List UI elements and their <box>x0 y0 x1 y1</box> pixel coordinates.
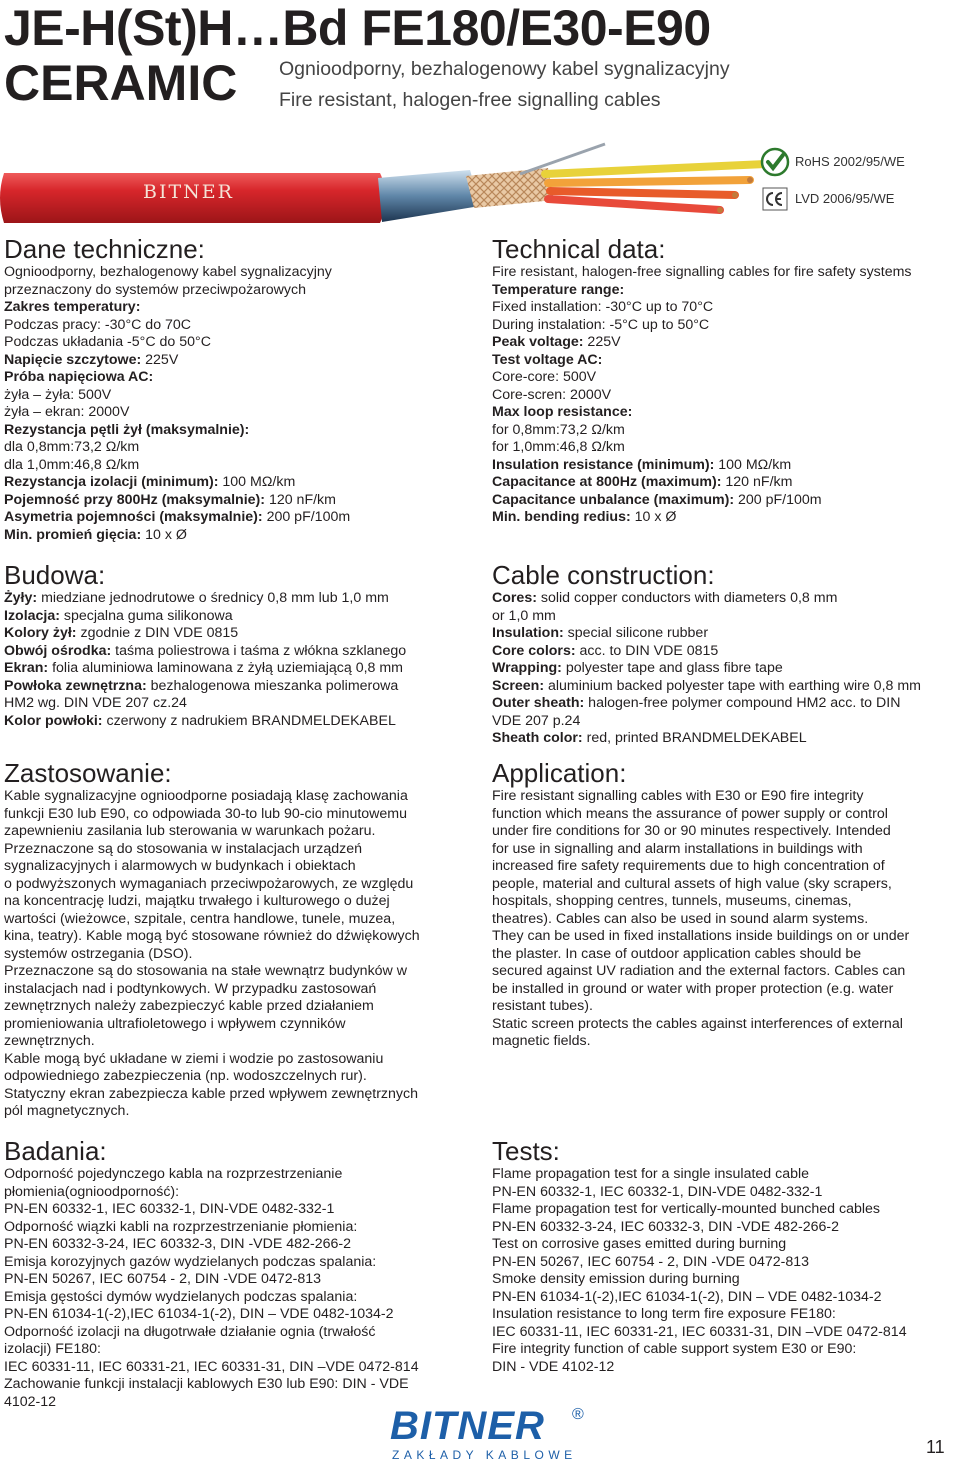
text-line: the plaster. In case of outdoor application cables should be <box>492 945 862 962</box>
text-line: wartości (wieżowce, szpitale, centra handlowe, tunele, muzea, <box>4 910 396 927</box>
spec-line <box>4 713 474 731</box>
spec-label: Min. promień gięcia: <box>4 526 142 543</box>
spec-label: Insulation: <box>492 625 564 641</box>
paragraph-lines <box>492 1166 958 1376</box>
text-line: resistant tubes). <box>492 998 593 1014</box>
bitner-logo <box>380 1403 600 1461</box>
text-line: zewnętrznych. <box>4 1033 95 1049</box>
cable-illustration <box>0 140 770 240</box>
spec-line <box>492 492 958 510</box>
spec-line <box>492 590 958 608</box>
spec-label: Rezystancja izolacji (minimum): <box>4 474 219 490</box>
spec-line <box>492 713 958 731</box>
section-heading: Dane techniczne: <box>4 234 205 264</box>
spec-value: aluminium backed polyester tape with earthing wire 0,8 mm <box>544 677 921 694</box>
text-line: Fire integrity function of cable support system E30 or E90: <box>492 1341 857 1357</box>
spec-line <box>492 369 958 387</box>
text-line: Emisja gęstości dymów wydzielanych podczas spalania: <box>4 1288 358 1305</box>
spec-value: 225V <box>583 334 621 350</box>
spec-value: 10 x Ø <box>141 526 187 543</box>
spec-label: Napięcie szczytowe: <box>4 351 142 368</box>
spec-line <box>492 334 958 352</box>
spec-line <box>4 457 474 475</box>
spec-value: During instalation: -5°C up to 50°C <box>492 316 710 333</box>
section-heading: Cable construction: <box>492 560 715 590</box>
application-en <box>492 758 958 1051</box>
spec-label: Insulation resistance (minimum): <box>492 456 715 473</box>
text-line: PN-EN 60332-1, IEC 60332-1, DIN-VDE 0482-332-1 <box>4 1201 335 1217</box>
spec-line <box>4 660 474 678</box>
spec-value: Podczas układania -5°C do 50°C <box>4 334 211 350</box>
spec-value: przeznaczony do systemów przeciwpożarowych <box>4 281 307 298</box>
core-3 <box>550 191 735 195</box>
text-line: theatres). Cables can also be used in sound alarm systems. <box>492 910 869 927</box>
text-line: DIN - VDE 4102-12 <box>492 1358 615 1375</box>
spec-label: Izolacja: <box>4 607 60 624</box>
text-line: Insulation resistance to long term fire exposure FE180: <box>492 1306 836 1322</box>
spec-list <box>4 590 474 730</box>
text-line: hospitals, shopping centres, tunnels, museums, cinemas, <box>492 893 852 909</box>
spec-value: bezhalogenowa mieszanka polimerowa <box>146 677 399 694</box>
section-heading: Badania: <box>4 1136 107 1166</box>
spec-value: 225V <box>141 351 179 368</box>
lvd-certification: LVD 2006/95/WE <box>795 191 895 206</box>
spec-value: solid copper conductors with diameters 0,8 mm <box>536 590 838 606</box>
spec-line <box>4 387 474 405</box>
spec-label: Capacitance unbalance (maximum): <box>492 491 735 508</box>
spec-value: 200 pF/100m <box>734 491 822 508</box>
text-line: Odporność pojedynczego kabla na rozprzestrzenianie <box>4 1166 343 1182</box>
spec-value: special silicone rubber <box>563 625 709 641</box>
text-line: IEC 60331-11, IEC 60331-21, IEC 60331-31, DIN –VDE 0472-814 <box>4 1358 419 1375</box>
tests-pl <box>4 1136 474 1411</box>
spec-value: Fire resistant, halogen-free signalling cables for fire safety systems <box>492 264 912 280</box>
text-line: Test on corrosive gases emitted during burning <box>492 1236 787 1252</box>
spec-value: Core-core: 500V <box>492 369 597 385</box>
logo-tagline: ZAKŁADY KABLOWE <box>392 1448 577 1461</box>
spec-line <box>4 334 474 352</box>
spec-label: Ekran: <box>4 660 49 676</box>
spec-line <box>492 509 958 527</box>
spec-line <box>4 625 474 643</box>
spec-line <box>4 299 474 317</box>
spec-label: Powłoka zewnętrzna: <box>4 677 147 694</box>
spec-label: Zakres temperatury: <box>4 299 141 315</box>
text-line: PN-EN 60332-3-24, IEC 60332-3, DIN -VDE 482-266-2 <box>492 1218 839 1235</box>
text-line: Flame propagation test for vertically-mounted bunched cables <box>492 1201 881 1217</box>
technical-data-en <box>492 234 958 527</box>
spec-line <box>492 474 958 492</box>
spec-value: specjalna guma silikonowa <box>59 607 233 624</box>
spec-value: taśma poliestrowa i taśma z włókna szklanego <box>111 642 407 659</box>
text-line: magnetic fields. <box>492 1033 591 1049</box>
spec-value: 100 MΩ/km <box>714 456 792 473</box>
text-line: function which means the assurance of power supply or control <box>492 805 888 822</box>
spec-value: folia aluminiowa laminowana z żyłą uziemiającą 0,8 mm <box>48 660 403 676</box>
section-heading: Application: <box>492 758 627 788</box>
spec-value: czerwony z nadrukiem BRANDMELDEKABEL <box>102 712 396 729</box>
spec-line <box>4 643 474 661</box>
logo-registered-mark: ® <box>572 1406 584 1423</box>
spec-line <box>4 509 474 527</box>
spec-label: Peak voltage: <box>492 334 584 350</box>
spec-line <box>4 352 474 370</box>
spec-label: Cores: <box>492 590 537 606</box>
spec-value: VDE 207 p.24 <box>492 712 581 729</box>
page-number: 11 <box>926 1437 945 1457</box>
section-heading: Tests: <box>492 1136 560 1166</box>
spec-label: Pojemność przy 800Hz (maksymalnie): <box>4 491 265 508</box>
text-line: pól magnetycznych. <box>4 1103 130 1119</box>
text-line: na koncentrację ludzi, majątku trwałego i kulturowego o dużej <box>4 893 390 909</box>
text-line: under fire conditions for 30 or 90 minutes respectively. Intended <box>492 823 891 839</box>
cable-brand-print: BITNER <box>143 181 234 203</box>
spec-line <box>4 527 474 545</box>
spec-value: zgodnie z DIN VDE 0815 <box>76 625 239 641</box>
spec-label: Capacitance at 800Hz (maximum): <box>492 474 722 490</box>
rohs-check-icon <box>760 147 790 179</box>
text-line: Kable mogą być układane w ziemi i wodzie po zastosowaniu <box>4 1050 384 1067</box>
spec-line <box>492 730 958 748</box>
paragraph-lines <box>4 1166 474 1411</box>
text-line: zapewnieniu zasilania lub sterowania w warunkach pożaru. <box>4 823 376 839</box>
spec-line <box>492 282 958 300</box>
spec-line <box>4 590 474 608</box>
spec-value: żyła – ekran: 2000V <box>4 404 130 420</box>
paragraph-lines <box>492 788 958 1051</box>
spec-label: Test voltage AC: <box>492 351 603 368</box>
core-1 <box>545 164 765 174</box>
spec-line <box>4 369 474 387</box>
spec-value: Ognioodporny, bezhalogenowy kabel sygnalizacyjny <box>4 264 332 280</box>
application-pl <box>4 758 474 1121</box>
text-line: płomienia(ognioodporność): <box>4 1183 180 1200</box>
spec-line <box>4 317 474 335</box>
text-line: Static screen protects the cables against interferences of external <box>492 1015 903 1032</box>
text-line: for use in signalling and alarm installations in buildings with <box>492 840 863 857</box>
core-4 <box>548 199 720 210</box>
section-heading: Technical data: <box>492 234 666 264</box>
text-line: PN-EN 50267, IEC 60754 - 2, DIN -VDE 0472-813 <box>4 1271 322 1287</box>
spec-line <box>4 492 474 510</box>
spec-label: Asymetria pojemności (maksymalnie): <box>4 509 263 525</box>
spec-line <box>492 299 958 317</box>
text-line: PN-EN 60332-1, IEC 60332-1, DIN-VDE 0482-332-1 <box>492 1183 823 1200</box>
spec-label: Wrapping: <box>492 660 562 676</box>
spec-label: Min. bending redius: <box>492 509 631 525</box>
spec-line <box>4 264 474 282</box>
core-2 <box>548 180 750 183</box>
section-heading: Zastosowanie: <box>4 758 172 788</box>
spec-line <box>4 422 474 440</box>
construction-en <box>492 560 958 748</box>
spec-label: Żyły: <box>4 590 38 606</box>
spec-line <box>492 317 958 335</box>
subtitle-polish: Ognioodporny, bezhalogenowy kabel sygnalizacyjny <box>279 58 730 80</box>
spec-label: Obwój ośrodka: <box>4 642 112 659</box>
spec-value: for 1,0mm:46,8 Ω/km <box>492 439 625 455</box>
text-line: Odporność izolacji na długotrwałe działanie ognia (trwałość <box>4 1323 376 1340</box>
spec-list <box>4 264 474 544</box>
text-line: Flame propagation test for a single insulated cable <box>492 1166 810 1182</box>
product-title-line1: JE-H(St)H…Bd FE180/E30-E90 <box>4 0 711 56</box>
spec-value: miedziane jednodrutowe o średnicy 0,8 mm lub 1,0 mm <box>37 590 389 606</box>
text-line: o podwyższonych wymaganiach przeciwpożarowych, ze względu <box>4 875 414 892</box>
spec-label: Max loop resistance: <box>492 404 633 420</box>
spec-value: Core-scren: 2000V <box>492 386 612 403</box>
spec-value: or 1,0 mm <box>492 607 556 624</box>
spec-value: dla 0,8mm:73,2 Ω/km <box>4 439 140 455</box>
construction-pl <box>4 560 474 730</box>
text-line: Fire resistant signalling cables with E30 or E90 fire integrity <box>492 788 864 804</box>
text-line: izolacji) FE180: <box>4 1341 101 1357</box>
text-line: IEC 60331-11, IEC 60331-21, IEC 60331-31, DIN –VDE 0472-814 <box>492 1323 907 1340</box>
spec-label: Kolory żył: <box>4 625 77 641</box>
spec-value: for 0,8mm:73,2 Ω/km <box>492 421 625 438</box>
text-line: Odporność wiązki kabli na rozprzestrzenianie płomienia: <box>4 1218 358 1235</box>
spec-line <box>492 387 958 405</box>
spec-line <box>4 282 474 300</box>
text-line: PN-EN 61034-1(-2),IEC 61034-1(-2), DIN – VDE 0482-1034-2 <box>4 1306 394 1322</box>
spec-label: Rezystancja pętli żył (maksymalnie): <box>4 421 250 438</box>
text-line: Statyczny ekran zabezpiecza kable przed wpływem zewnętrznych <box>4 1085 418 1102</box>
spec-value: halogen-free polymer compound HM2 acc. to DIN <box>584 695 901 711</box>
spec-label: Próba napięciowa AC: <box>4 369 154 385</box>
section-heading: Budowa: <box>4 560 106 590</box>
spec-label: Screen: <box>492 677 545 694</box>
spec-value: 120 nF/km <box>265 491 336 508</box>
technical-data-pl <box>4 234 474 544</box>
text-line: Przeznaczone są do stosowania na stałe wewnątrz budynków w <box>4 963 407 979</box>
spec-line <box>4 678 474 696</box>
text-line: kina, teatry). Kable mogą być stosowane również do dźwiękowych <box>4 928 420 944</box>
spec-line <box>492 422 958 440</box>
logo-wordmark: BITNER <box>390 1404 545 1448</box>
text-line: Przeznaczone są do stosowania w instalacjach urządzeń <box>4 840 363 857</box>
spec-line <box>4 695 474 713</box>
text-line: funkcji E30 lub E90, co odpowiada 30-to lub 90-cio minutowemu <box>4 805 408 822</box>
spec-value: Podczas pracy: -30°C do 70C <box>4 316 192 333</box>
cable-screen <box>378 170 480 222</box>
text-line: Kable sygnalizacyjne ognioodporne posiadają klasę zachowania <box>4 788 408 804</box>
spec-line <box>492 439 958 457</box>
spec-line <box>492 643 958 661</box>
text-line: Zachowanie funkcji instalacji kablowych E30 lub E90: DIN - VDE <box>4 1376 409 1392</box>
spec-line <box>4 439 474 457</box>
spec-value: HM2 wg. DIN VDE 207 cz.24 <box>4 695 187 711</box>
spec-value: acc. to DIN VDE 0815 <box>575 642 719 659</box>
spec-line <box>492 352 958 370</box>
spec-value: polyester tape and glass fibre tape <box>561 660 783 676</box>
ce-mark-icon <box>762 187 788 211</box>
text-line: sygnalizacyjnych i alarmowych w budynkach i obiektach <box>4 858 356 874</box>
text-line: people, material and cultural assets of high value (sky scrapers, <box>492 875 892 892</box>
product-title-line2: CERAMIC <box>4 55 238 111</box>
spec-list <box>492 590 958 748</box>
text-line: They can be used in fixed installations inside buildings on or under <box>492 928 910 944</box>
spec-line <box>4 474 474 492</box>
spec-line <box>492 678 958 696</box>
paragraph-lines <box>4 788 474 1121</box>
subtitle-english: Fire resistant, halogen-free signalling cables <box>279 89 661 111</box>
spec-line <box>492 404 958 422</box>
tests-en <box>492 1136 958 1376</box>
text-line: PN-EN 60332-3-24, IEC 60332-3, DIN -VDE 482-266-2 <box>4 1236 351 1252</box>
spec-list <box>492 264 958 527</box>
text-line: secured against UV radiation and the external factors. Cables can <box>492 963 906 979</box>
spec-line <box>492 264 958 282</box>
spec-label: Temperature range: <box>492 281 625 298</box>
spec-line <box>4 608 474 626</box>
text-line: PN-EN 50267, IEC 60754 - 2, DIN -VDE 0472-813 <box>492 1253 810 1270</box>
text-line: instalacjach nad i podtynkowych. W przypadku zastosowań <box>4 980 377 997</box>
text-line: Smoke density emission during burning <box>492 1271 740 1287</box>
spec-value: red, printed BRANDMELDEKABEL <box>582 730 807 746</box>
cable-wrapping <box>466 168 554 208</box>
text-line: 4102-12 <box>4 1393 57 1410</box>
spec-line <box>492 660 958 678</box>
spec-value: 100 MΩ/km <box>218 474 296 490</box>
spec-line <box>492 608 958 626</box>
text-line: Emisja korozyjnych gazów wydzielanych podczas spalania: <box>4 1253 377 1270</box>
spec-line <box>492 695 958 713</box>
spec-line <box>492 625 958 643</box>
spec-value: 200 pF/100m <box>262 509 351 525</box>
spec-label: Core colors: <box>492 642 576 659</box>
spec-value: 120 nF/km <box>721 474 793 490</box>
spec-value: Fixed installation: -30°C up to 70°C <box>492 299 714 315</box>
text-line: PN-EN 61034-1(-2),IEC 61034-1(-2), DIN – VDE 0482-1034-2 <box>492 1288 882 1305</box>
text-line: zewnętrznych należy zabezpieczyć kable przed działaniem <box>4 998 374 1014</box>
spec-label: Outer sheath: <box>492 695 585 711</box>
text-line: odpowiedniego zabezpieczenia (np. wodoszczelnych rur). <box>4 1068 367 1084</box>
spec-label: Sheath color: <box>492 730 583 746</box>
spec-line <box>492 457 958 475</box>
text-line: systemów ostrzegania (DSO). <box>4 945 193 962</box>
spec-line <box>4 404 474 422</box>
spec-value: żyła – żyła: 500V <box>4 386 112 403</box>
rohs-certification: RoHS 2002/95/WE <box>795 154 905 169</box>
text-line: increased fire safety requirements due to high concentration of <box>492 858 885 874</box>
spec-value: 10 x Ø <box>630 509 677 525</box>
spec-value: dla 1,0mm:46,8 Ω/km <box>4 456 140 473</box>
text-line: promieniowania ultrafioletowego i wpływem czynników <box>4 1015 346 1032</box>
spec-label: Kolor powłoki: <box>4 712 103 729</box>
text-line: be installed in ground or water with proper protection (e.g. water <box>492 980 894 997</box>
